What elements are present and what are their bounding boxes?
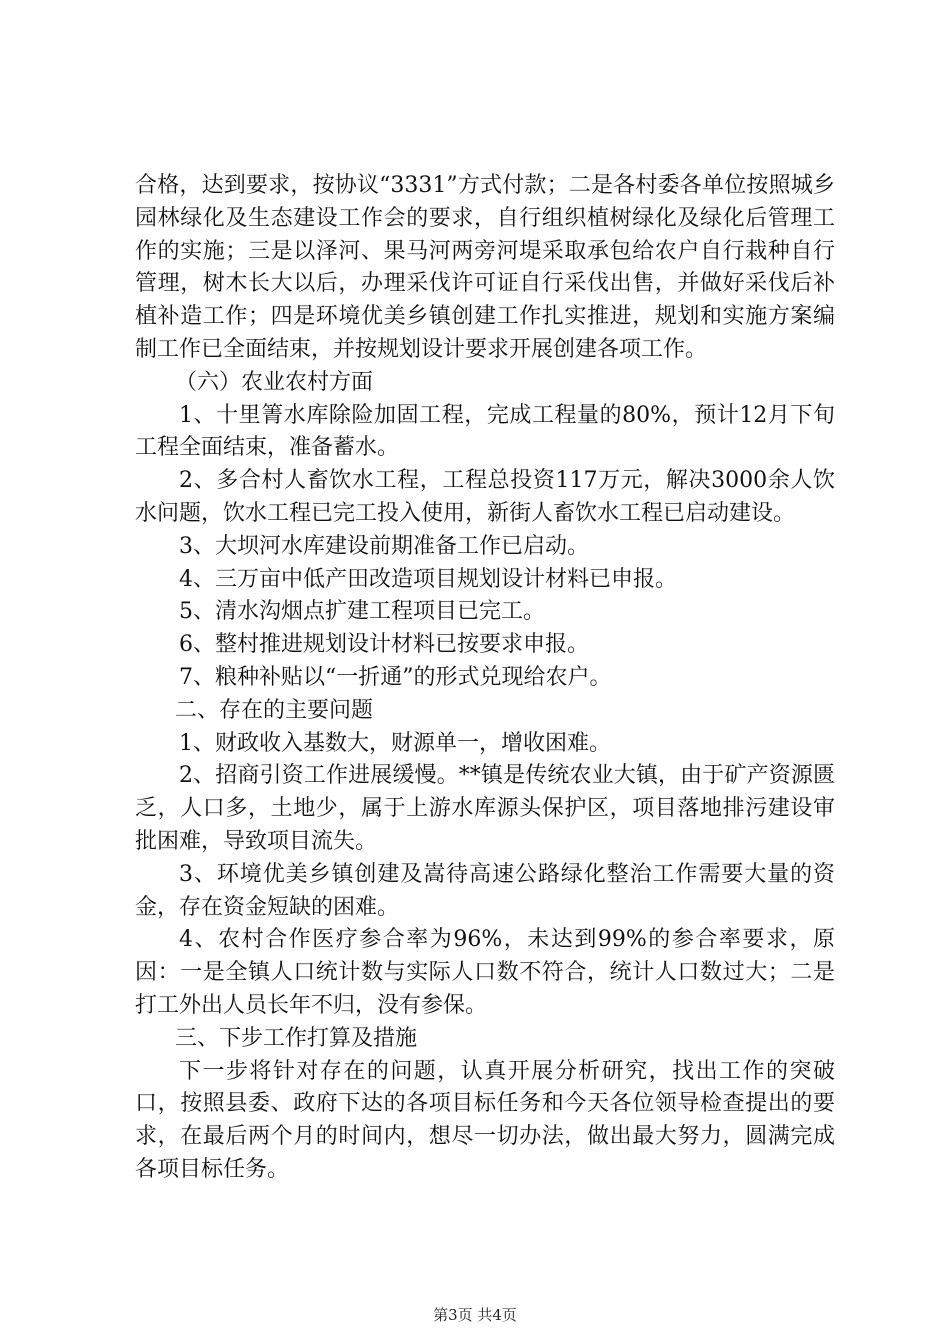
list-item-medical-insurance: 4、农村合作医疗参合率为96%，未达到99%的参合率要求，原因：一是全镇人口统计数与实际人口数不符合，统计人口数过大；二是打工外出人员长年不归，没有参保。	[135, 927, 835, 1018]
page-number-footer: 第3页 共4页	[433, 1306, 517, 1324]
document-body	[135, 170, 835, 1187]
paragraph-next-steps: 下一步将针对存在的问题，认真开展分析研究，找出工作的突破口，按照县委、政府下达的各项目标任务和今天各位领导检查提出的要求，在最后两个月的时间内，想尽一切办法，做出最大努力，圆满完成各项目标任务。	[135, 1058, 835, 1182]
list-item-funding-shortage: 3、环境优美乡镇创建及嵩待高速公路绿化整治工作需要大量的资金，存在资金短缺的困难。	[135, 861, 835, 920]
section-heading-next-steps: 三、下步工作打算及措施	[175, 1025, 418, 1051]
list-item-grain-subsidy: 7、粮种补贴以“一折通”的形式兑现给农户。	[179, 664, 612, 690]
paragraph-afforestation-continued: 合格，达到要求，按协议“3331”方式付款；二是各村委各单位按照城乡园林绿化及生态建设工作会的要求，自行组织植树绿化及绿化后管理工作的实施；三是以泽河、果马河两旁河堤采取承包给农户自行栽种自行管理，树木长大以后，办理采伐许可证自行采伐出售，并做好采伐后补植补造工作；四是环境优美乡镇创建工作扎实推进，规划和实施方案编制工作已全面结束，并按规划设计要求开展创建各项工作。	[135, 173, 835, 362]
list-item-farmland-renovation: 4、三万亩中低产田改造项目规划设计材料已申报。	[179, 566, 677, 592]
section-heading-agriculture: （六）农业农村方面	[175, 369, 374, 395]
list-item-fiscal-revenue: 1、财政收入基数大，财源单一，增收困难。	[179, 730, 611, 756]
list-item-village-planning: 6、整村推进规划设计材料已按要求申报。	[179, 632, 589, 658]
list-item-dabahe-reservoir: 3、大坝河水库建设前期准备工作已启动。	[179, 533, 589, 559]
list-item-drinking-water-project: 2、多合村人畜饮水工程，工程总投资117万元，解决3000余人饮水问题，饮水工程已完工投入使用，新街人畜饮水工程已启动建设。	[135, 468, 835, 526]
section-heading-problems: 二、存在的主要问题	[175, 697, 374, 723]
list-item-investment-attraction: 2、招商引资工作进展缓慢。**镇是传统农业大镇，由于矿产资源匮乏，人口多，土地少，属于上游水库源头保护区，项目落地排污建设审批困难，导致项目流失。	[135, 763, 835, 854]
list-item-reservoir-reinforcement: 1、十里箐水库除险加固工程，完成工程量的80%，预计12月下旬工程全面结束，准备蓄水。	[135, 402, 835, 461]
list-item-tobacco-point: 5、清水沟烟点扩建工程项目已完工。	[179, 599, 545, 625]
